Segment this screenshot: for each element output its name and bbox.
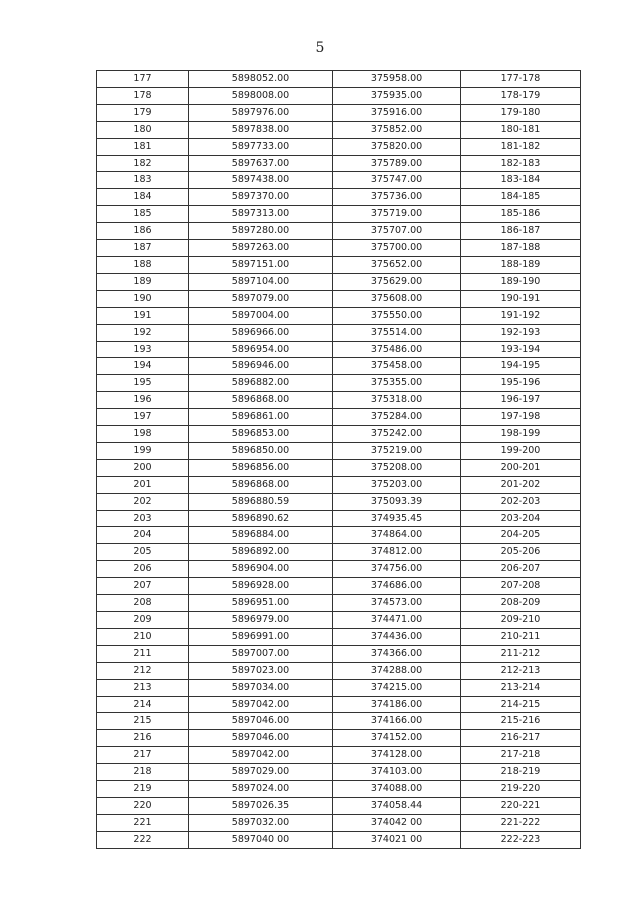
table-row (97, 510, 581, 527)
table-row (97, 662, 581, 679)
point-number-cell: 221 (97, 814, 189, 831)
point-number-cell: 179 (97, 104, 189, 121)
x-coordinate-cell: 5896868.00 (189, 476, 333, 493)
point-number-cell: 213 (97, 679, 189, 696)
y-coordinate-cell: 374058.44 (333, 797, 461, 814)
segment-cell: 189-190 (461, 273, 581, 290)
coordinates-table-body (97, 71, 581, 849)
table-row (97, 307, 581, 324)
x-coordinate-cell: 5896850.00 (189, 442, 333, 459)
segment-cell: 192-193 (461, 324, 581, 341)
table-row (97, 713, 581, 730)
table-row (97, 223, 581, 240)
x-coordinate-cell: 5896890.62 (189, 510, 333, 527)
segment-cell: 216-217 (461, 730, 581, 747)
y-coordinate-cell: 375707.00 (333, 223, 461, 240)
y-coordinate-cell: 375916.00 (333, 104, 461, 121)
segment-cell: 208-209 (461, 595, 581, 612)
point-number-cell: 206 (97, 561, 189, 578)
segment-cell: 193-194 (461, 341, 581, 358)
table-row (97, 121, 581, 138)
point-number-cell: 222 (97, 831, 189, 848)
y-coordinate-cell: 375700.00 (333, 240, 461, 257)
point-number-cell: 202 (97, 493, 189, 510)
y-coordinate-cell: 375958.00 (333, 71, 461, 88)
x-coordinate-cell: 5896904.00 (189, 561, 333, 578)
segment-cell: 203-204 (461, 510, 581, 527)
point-number-cell: 181 (97, 138, 189, 155)
y-coordinate-cell: 374042 00 (333, 814, 461, 831)
table-row (97, 240, 581, 257)
x-coordinate-cell: 5897280.00 (189, 223, 333, 240)
point-number-cell: 214 (97, 696, 189, 713)
point-number-cell: 209 (97, 612, 189, 629)
y-coordinate-cell: 374935.45 (333, 510, 461, 527)
x-coordinate-cell: 5896884.00 (189, 527, 333, 544)
segment-cell: 187-188 (461, 240, 581, 257)
x-coordinate-cell: 5897151.00 (189, 256, 333, 273)
x-coordinate-cell: 5896966.00 (189, 324, 333, 341)
y-coordinate-cell: 374103.00 (333, 764, 461, 781)
y-coordinate-cell: 374864.00 (333, 527, 461, 544)
point-number-cell: 180 (97, 121, 189, 138)
table-row (97, 730, 581, 747)
segment-cell: 209-210 (461, 612, 581, 629)
table-row (97, 71, 581, 88)
table-row (97, 155, 581, 172)
point-number-cell: 198 (97, 426, 189, 443)
x-coordinate-cell: 5897046.00 (189, 730, 333, 747)
y-coordinate-cell: 374288.00 (333, 662, 461, 679)
y-coordinate-cell: 375629.00 (333, 273, 461, 290)
segment-cell: 202-203 (461, 493, 581, 510)
y-coordinate-cell: 375514.00 (333, 324, 461, 341)
table-row (97, 764, 581, 781)
y-coordinate-cell: 374686.00 (333, 578, 461, 595)
x-coordinate-cell: 5897838.00 (189, 121, 333, 138)
y-coordinate-cell: 375486.00 (333, 341, 461, 358)
y-coordinate-cell: 375284.00 (333, 409, 461, 426)
y-coordinate-cell: 375093.39 (333, 493, 461, 510)
y-coordinate-cell: 375747.00 (333, 172, 461, 189)
segment-cell: 221-222 (461, 814, 581, 831)
x-coordinate-cell: 5896951.00 (189, 595, 333, 612)
table-row (97, 358, 581, 375)
point-number-cell: 188 (97, 256, 189, 273)
point-number-cell: 210 (97, 628, 189, 645)
point-number-cell: 178 (97, 87, 189, 104)
table-row (97, 612, 581, 629)
y-coordinate-cell: 374756.00 (333, 561, 461, 578)
segment-cell: 195-196 (461, 375, 581, 392)
point-number-cell: 215 (97, 713, 189, 730)
table-row (97, 459, 581, 476)
segment-cell: 190-191 (461, 290, 581, 307)
x-coordinate-cell: 5897007.00 (189, 645, 333, 662)
table-row (97, 814, 581, 831)
table-row (97, 138, 581, 155)
point-number-cell: 216 (97, 730, 189, 747)
table-row (97, 561, 581, 578)
segment-cell: 182-183 (461, 155, 581, 172)
x-coordinate-cell: 5896979.00 (189, 612, 333, 629)
page-number: 5 (315, 40, 325, 56)
y-coordinate-cell: 375652.00 (333, 256, 461, 273)
point-number-cell: 192 (97, 324, 189, 341)
point-number-cell: 186 (97, 223, 189, 240)
point-number-cell: 205 (97, 544, 189, 561)
point-number-cell: 201 (97, 476, 189, 493)
table-row (97, 493, 581, 510)
x-coordinate-cell: 5896954.00 (189, 341, 333, 358)
segment-cell: 179-180 (461, 104, 581, 121)
y-coordinate-cell: 375355.00 (333, 375, 461, 392)
x-coordinate-cell: 5897042.00 (189, 747, 333, 764)
x-coordinate-cell: 5898008.00 (189, 87, 333, 104)
segment-cell: 212-213 (461, 662, 581, 679)
x-coordinate-cell: 5896991.00 (189, 628, 333, 645)
segment-cell: 197-198 (461, 409, 581, 426)
table-row (97, 206, 581, 223)
segment-cell: 177-178 (461, 71, 581, 88)
table-row (97, 831, 581, 848)
y-coordinate-cell: 375458.00 (333, 358, 461, 375)
y-coordinate-cell: 374215.00 (333, 679, 461, 696)
table-row (97, 409, 581, 426)
point-number-cell: 207 (97, 578, 189, 595)
table-row (97, 290, 581, 307)
y-coordinate-cell: 374021 00 (333, 831, 461, 848)
y-coordinate-cell: 374471.00 (333, 612, 461, 629)
x-coordinate-cell: 5897976.00 (189, 104, 333, 121)
table-row (97, 442, 581, 459)
x-coordinate-cell: 5897313.00 (189, 206, 333, 223)
segment-cell: 180-181 (461, 121, 581, 138)
x-coordinate-cell: 5897263.00 (189, 240, 333, 257)
point-number-cell: 217 (97, 747, 189, 764)
x-coordinate-cell: 5897042.00 (189, 696, 333, 713)
segment-cell: 194-195 (461, 358, 581, 375)
point-number-cell: 195 (97, 375, 189, 392)
y-coordinate-cell: 375208.00 (333, 459, 461, 476)
table-row (97, 544, 581, 561)
point-number-cell: 184 (97, 189, 189, 206)
segment-cell: 222-223 (461, 831, 581, 848)
table-row (97, 595, 581, 612)
point-number-cell: 208 (97, 595, 189, 612)
y-coordinate-cell: 375608.00 (333, 290, 461, 307)
point-number-cell: 197 (97, 409, 189, 426)
x-coordinate-cell: 5897637.00 (189, 155, 333, 172)
segment-cell: 200-201 (461, 459, 581, 476)
table-row (97, 527, 581, 544)
segment-cell: 191-192 (461, 307, 581, 324)
y-coordinate-cell: 374186.00 (333, 696, 461, 713)
table-row (97, 578, 581, 595)
y-coordinate-cell: 374573.00 (333, 595, 461, 612)
segment-cell: 211-212 (461, 645, 581, 662)
x-coordinate-cell: 5897438.00 (189, 172, 333, 189)
segment-cell: 198-199 (461, 426, 581, 443)
segment-cell: 188-189 (461, 256, 581, 273)
table-row (97, 392, 581, 409)
y-coordinate-cell: 375736.00 (333, 189, 461, 206)
coordinates-table (96, 70, 581, 849)
point-number-cell: 190 (97, 290, 189, 307)
table-row (97, 781, 581, 798)
x-coordinate-cell: 5896882.00 (189, 375, 333, 392)
point-number-cell: 218 (97, 764, 189, 781)
table-row (97, 273, 581, 290)
segment-cell: 215-216 (461, 713, 581, 730)
table-row (97, 696, 581, 713)
segment-cell: 184-185 (461, 189, 581, 206)
point-number-cell: 189 (97, 273, 189, 290)
x-coordinate-cell: 5896853.00 (189, 426, 333, 443)
x-coordinate-cell: 5896892.00 (189, 544, 333, 561)
segment-cell: 213-214 (461, 679, 581, 696)
point-number-cell: 177 (97, 71, 189, 88)
x-coordinate-cell: 5897079.00 (189, 290, 333, 307)
y-coordinate-cell: 375219.00 (333, 442, 461, 459)
table-row (97, 628, 581, 645)
x-coordinate-cell: 5897046.00 (189, 713, 333, 730)
segment-cell: 206-207 (461, 561, 581, 578)
segment-cell: 186-187 (461, 223, 581, 240)
x-coordinate-cell: 5896928.00 (189, 578, 333, 595)
x-coordinate-cell: 5897370.00 (189, 189, 333, 206)
segment-cell: 220-221 (461, 797, 581, 814)
x-coordinate-cell: 5896861.00 (189, 409, 333, 426)
x-coordinate-cell: 5897026.35 (189, 797, 333, 814)
y-coordinate-cell: 374166.00 (333, 713, 461, 730)
table-row (97, 87, 581, 104)
segment-cell: 183-184 (461, 172, 581, 189)
x-coordinate-cell: 5897029.00 (189, 764, 333, 781)
table-row (97, 747, 581, 764)
table-row (97, 172, 581, 189)
table-row (97, 324, 581, 341)
point-number-cell: 182 (97, 155, 189, 172)
table-row (97, 645, 581, 662)
y-coordinate-cell: 374366.00 (333, 645, 461, 662)
x-coordinate-cell: 5896868.00 (189, 392, 333, 409)
segment-cell: 181-182 (461, 138, 581, 155)
point-number-cell: 219 (97, 781, 189, 798)
point-number-cell: 196 (97, 392, 189, 409)
y-coordinate-cell: 375318.00 (333, 392, 461, 409)
segment-cell: 204-205 (461, 527, 581, 544)
table-row (97, 797, 581, 814)
x-coordinate-cell: 5897034.00 (189, 679, 333, 696)
point-number-cell: 212 (97, 662, 189, 679)
segment-cell: 196-197 (461, 392, 581, 409)
x-coordinate-cell: 5897023.00 (189, 662, 333, 679)
x-coordinate-cell: 5897024.00 (189, 781, 333, 798)
segment-cell: 218-219 (461, 764, 581, 781)
x-coordinate-cell: 5897040 00 (189, 831, 333, 848)
segment-cell: 199-200 (461, 442, 581, 459)
point-number-cell: 193 (97, 341, 189, 358)
point-number-cell: 211 (97, 645, 189, 662)
table-row (97, 341, 581, 358)
point-number-cell: 203 (97, 510, 189, 527)
segment-cell: 185-186 (461, 206, 581, 223)
x-coordinate-cell: 5897104.00 (189, 273, 333, 290)
y-coordinate-cell: 374128.00 (333, 747, 461, 764)
y-coordinate-cell: 375935.00 (333, 87, 461, 104)
point-number-cell: 200 (97, 459, 189, 476)
segment-cell: 201-202 (461, 476, 581, 493)
point-number-cell: 220 (97, 797, 189, 814)
y-coordinate-cell: 375719.00 (333, 206, 461, 223)
segment-cell: 214-215 (461, 696, 581, 713)
segment-cell: 205-206 (461, 544, 581, 561)
table-row (97, 104, 581, 121)
y-coordinate-cell: 375203.00 (333, 476, 461, 493)
point-number-cell: 187 (97, 240, 189, 257)
y-coordinate-cell: 374088.00 (333, 781, 461, 798)
y-coordinate-cell: 375789.00 (333, 155, 461, 172)
table-row (97, 189, 581, 206)
point-number-cell: 191 (97, 307, 189, 324)
y-coordinate-cell: 375242.00 (333, 426, 461, 443)
x-coordinate-cell: 5897733.00 (189, 138, 333, 155)
x-coordinate-cell: 5897004.00 (189, 307, 333, 324)
x-coordinate-cell: 5897032.00 (189, 814, 333, 831)
segment-cell: 219-220 (461, 781, 581, 798)
table-row (97, 476, 581, 493)
point-number-cell: 204 (97, 527, 189, 544)
table-row (97, 256, 581, 273)
point-number-cell: 185 (97, 206, 189, 223)
x-coordinate-cell: 5896946.00 (189, 358, 333, 375)
x-coordinate-cell: 5896856.00 (189, 459, 333, 476)
point-number-cell: 183 (97, 172, 189, 189)
segment-cell: 178-179 (461, 87, 581, 104)
y-coordinate-cell: 375852.00 (333, 121, 461, 138)
x-coordinate-cell: 5896880.59 (189, 493, 333, 510)
y-coordinate-cell: 375550.00 (333, 307, 461, 324)
point-number-cell: 199 (97, 442, 189, 459)
segment-cell: 207-208 (461, 578, 581, 595)
y-coordinate-cell: 374812.00 (333, 544, 461, 561)
x-coordinate-cell: 5898052.00 (189, 71, 333, 88)
segment-cell: 217-218 (461, 747, 581, 764)
y-coordinate-cell: 374436.00 (333, 628, 461, 645)
segment-cell: 210-211 (461, 628, 581, 645)
table-row (97, 375, 581, 392)
table-row (97, 679, 581, 696)
y-coordinate-cell: 375820.00 (333, 138, 461, 155)
y-coordinate-cell: 374152.00 (333, 730, 461, 747)
table-row (97, 426, 581, 443)
point-number-cell: 194 (97, 358, 189, 375)
